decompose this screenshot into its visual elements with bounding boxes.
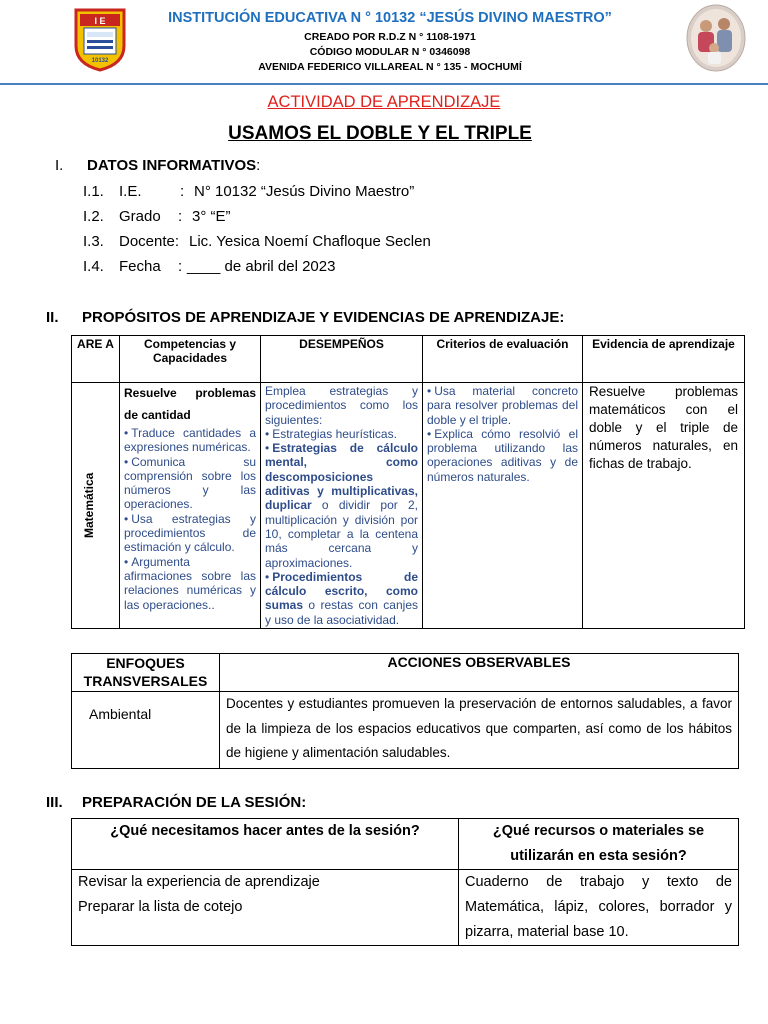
crest-letters: I E [94,16,106,26]
info-value: ____ de abril del 2023 [187,258,336,275]
info-value: Lic. Yesica Noemí Chafloque Seclen [189,233,431,250]
modular-code: CÓDIGO MODULAR N ° 0346098 [309,46,471,58]
performance-item [265,427,418,441]
table-row [72,870,739,946]
info-row-date [0,258,768,278]
competency-title: Resuelve problemas de cantidad [124,386,256,422]
section1-heading [87,157,260,174]
performances-cell [261,383,423,629]
table-row [72,383,745,629]
performance-item [265,570,418,627]
session-title: USAMOS EL DOBLE Y EL TRIPLE [228,123,532,144]
table-header-row [72,819,739,870]
criteria-cell [423,383,583,629]
info-num: I.2. [83,208,104,225]
section1-colon: : [256,157,261,174]
table-header-row [72,336,745,383]
school-name: INSTITUCIÓN EDUCATIVA N ° 10132 “JESÚS DIVINO MAESTRO” [168,10,612,26]
family-photo-logo [686,4,746,72]
info-label: Grado [119,208,161,225]
capacity-item: • Usa estrategias y procedimientos de estimación y cálculo. [124,512,256,555]
info-sep: : [178,258,183,275]
col-header-area: ARE A [72,336,120,383]
info-label: Docente: [119,233,180,250]
school-address: AVENIDA FEDERICO VILLAREAL N ° 135 - MOCHUMÍ [258,61,522,73]
info-value: 3° “E” [192,208,231,225]
evidence-text: Resuelve problemas matemáticos con el doble y el triple de números naturales, en fichas de trabajo. [589,384,738,471]
section1-title: DATOS INFORMATIVOS [87,157,257,174]
criterion-item: • Explica cómo resolvió el problema utilizando las operaciones aditivas y de números naturales. [427,427,578,484]
col-header-actions: ACCIONES OBSERVABLES [220,654,739,692]
creation-resolution: CREADO POR R.D.Z N ° 1108-1971 [304,31,476,43]
header-divider [0,83,768,85]
performance-text: o restas con canjes y uso de la asociatividad. [265,598,418,627]
section3-title: PREPARACIÓN DE LA SESIÓN: [82,794,307,811]
info-row-ie [0,183,768,203]
capacity-item: • Traduce cantidades a expresiones numéricas. [124,426,256,455]
before-item: Revisar la experiencia de aprendizaje [78,874,320,890]
table-header-row [72,654,739,692]
approach-cell: Ambiental [72,692,220,769]
section2-title: PROPÓSITOS DE APRENDIZAJE Y EVIDENCIAS DE APRENDIZAJE: [82,309,565,326]
performance-text: Estrategias heurísticas. [272,426,397,441]
actions-cell: Docentes y estudiantes promueven la preservación de entornos saludables, a favor de la limpieza de los espacios educativos que comparten, así como de los hábitos de higiene y alimentación saludables. [220,692,739,769]
info-sep: : [180,183,185,200]
performance-item [265,441,418,570]
col-header-before-session: ¿Qué necesitamos hacer antes de la sesión? [72,819,459,870]
performance-bold: Procedimientos de cálculo escrito, como sumas [265,569,418,613]
info-row-teacher [0,233,768,253]
before-session-cell [72,870,459,946]
criterion-item: • Usa material concreto para resolver problemas del doble y el triple. [427,384,578,427]
cross-cutting-approaches-table [71,653,739,769]
capacity-item: • Argumenta afirmaciones sobre las relaciones numéricas y las operaciones.. [124,555,256,612]
activity-title: ACTIVIDAD DE APRENDIZAJE [267,93,501,111]
table-row [72,692,739,769]
section3-number: III. [46,794,63,811]
info-sep: : [178,208,183,225]
area-cell [72,383,120,629]
area-label: Matemática [82,472,96,538]
info-value: N° 10132 “Jesús Divino Maestro” [194,183,415,200]
section1-number: I. [55,157,64,174]
evidence-cell [583,383,745,629]
col-header-criteria: Criterios de evaluación [423,336,583,383]
info-label: Fecha [119,258,161,275]
col-header-evidence: Evidencia de aprendizaje [583,336,745,383]
performance-intro: Emplea estrategias y procedimientos como los siguientes: [265,384,418,427]
col-header-competencies: Competencias y Capacidades [120,336,261,383]
info-num: I.3. [83,233,104,250]
col-header-resources: ¿Qué recursos o materiales se utilizarán en esta sesión? [459,819,739,870]
col-header-performances: DESEMPEÑOS [261,336,423,383]
before-item: Preparar la lista de cotejo [78,899,243,915]
section2-number: II. [46,309,59,326]
col-header-approaches: ENFOQUES TRANSVERSALES [72,654,220,692]
session-preparation-table [71,818,739,946]
info-num: I.4. [83,258,104,275]
competencies-cell [120,383,261,629]
performance-bold: Estrategias de cálculo mental, como descomposiciones aditivas y multiplicativas, duplicar [265,441,418,513]
info-num: I.1. [83,183,104,200]
school-crest-logo [72,6,128,72]
capacity-item: • Comunica su comprensión sobre los números y las operaciones. [124,455,256,512]
info-label: I.E. [119,183,142,200]
resources-cell: Cuaderno de trabajo y texto de Matemática, lápiz, colores, borrador y pizarra, material base 10. [459,870,739,946]
crest-number: 10132 [91,58,109,64]
info-row-grade [0,208,768,228]
performance-text: o dividir por 2, multiplicación y división por 10, completar a la centena más cercana y aproximaciones. [265,498,418,570]
learning-purposes-table [71,335,745,629]
